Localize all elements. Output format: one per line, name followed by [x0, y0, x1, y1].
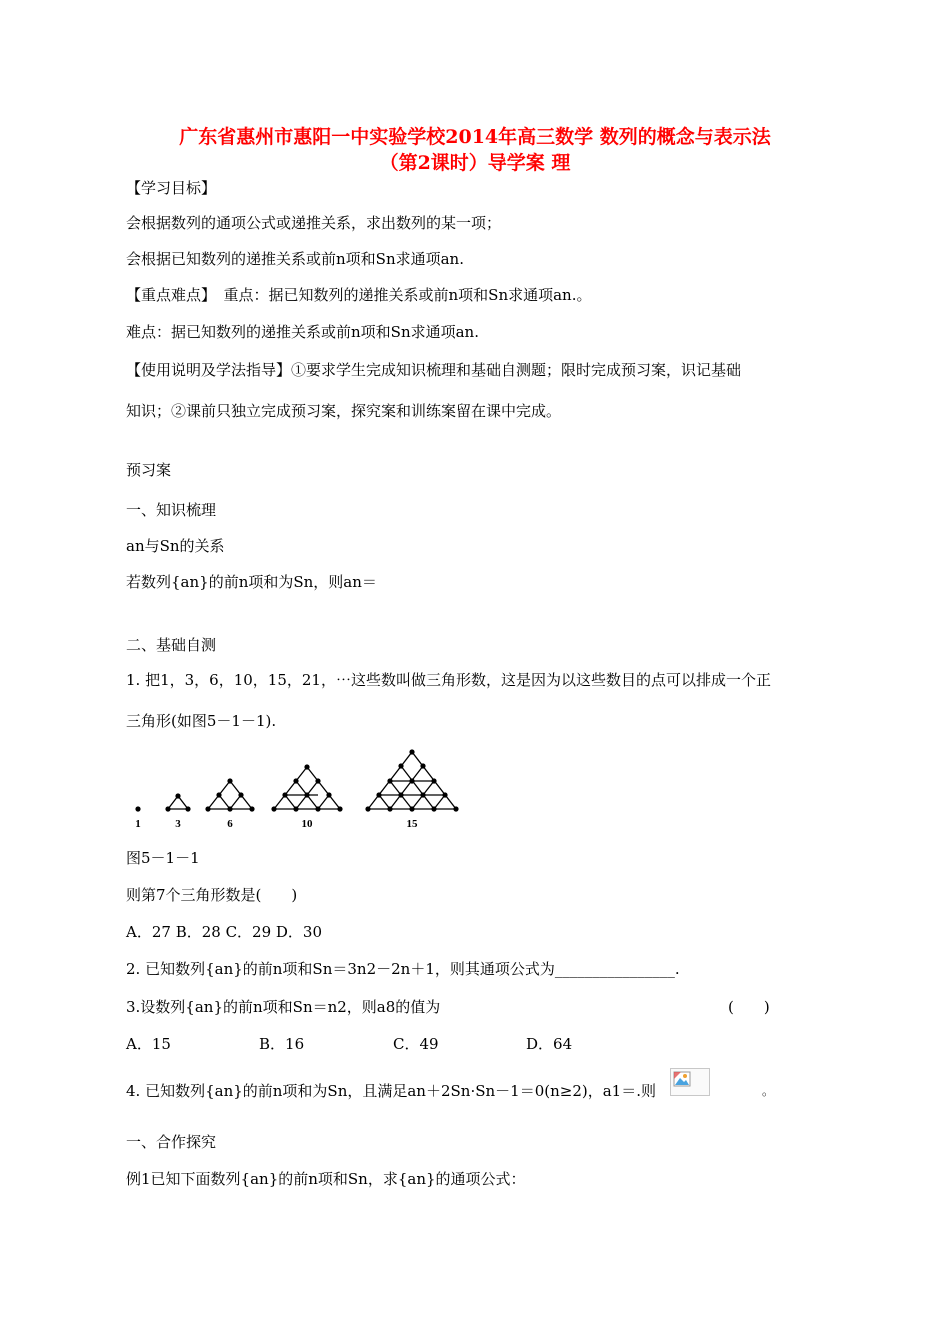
figure-label-15: 15	[406, 818, 418, 830]
objective-item-1: 会根据数列的通项公式或递推关系，求出数列的某一项；	[126, 214, 502, 232]
self-test-heading: 二、基础自测	[126, 636, 217, 654]
guidance-line-2: 知识；②课前只独立完成预习案，探究案和训练案留在课中完成。	[126, 402, 562, 420]
triangle-6	[208, 781, 252, 809]
broken-image-icon	[670, 1068, 710, 1096]
figure-caption: 图5－1－1	[126, 849, 200, 867]
triangle-10	[274, 767, 340, 809]
question-4-end-mark: 。	[762, 1084, 775, 1098]
question-3-option-d: D．64	[526, 1035, 573, 1053]
an-sn-relation: an与Sn的关系	[126, 537, 225, 555]
question-1-line-1: 1. 把1，3，6，10，15，21，⋯这些数叫做三角形数，这是因为以这些数目的点可以排成一个正	[126, 671, 771, 689]
key-points-line: 【重点难点】 重点：据已知数列的递推关系或前n项和Sn求通项an.。	[126, 286, 592, 304]
example-1: 例1已知下面数列{an}的前n项和Sn，求{an}的通项公式：	[126, 1170, 526, 1188]
explore-heading: 一、合作探究	[126, 1133, 217, 1151]
objective-item-2: 会根据已知数列的递推关系或前n项和Sn求通项an.	[126, 250, 464, 268]
preview-heading: 预习案	[126, 461, 172, 479]
question-3-answer-paren: ( )	[728, 998, 770, 1016]
question-1-options: A．27 B．28 C．29 D．30	[126, 923, 323, 941]
figure-label-6: 6	[227, 818, 233, 830]
objectives-heading: 【学习目标】	[126, 179, 217, 197]
difficulty-line: 难点：据已知数列的递推关系或前n项和Sn求通项an.	[126, 323, 479, 341]
question-1-line-2: 三角形(如图5－1－1).	[126, 712, 277, 730]
knowledge-section-heading: 一、知识梳理	[126, 501, 217, 519]
question-1-prompt: 则第7个三角形数是( )	[126, 886, 298, 904]
figure-label-3: 3	[175, 818, 181, 830]
question-3-option-b: B．16	[259, 1035, 305, 1053]
document-title-line-2: （第2课时）导学案 理	[379, 152, 571, 174]
figure-label-1: 1	[135, 818, 141, 830]
an-formula-line: 若数列{an}的前n项和为Sn，则an＝	[126, 573, 377, 591]
question-2: 2. 已知数列{an}的前n项和Sn＝3n2－2n＋1，则其通项公式为________________.	[126, 960, 680, 978]
triangular-numbers-figure	[126, 745, 466, 835]
question-3: 3.设数列{an}的前n项和Sn＝n2，则a8的值为	[126, 998, 441, 1016]
question-3-option-a: A．15	[126, 1035, 171, 1053]
question-3-option-c: C．49	[393, 1035, 439, 1053]
question-4: 4. 已知数列{an}的前n项和为Sn，且满足an＋2Sn·Sn－1＝0(n≥2)，a1＝.则	[126, 1082, 656, 1100]
document-title-line-1: 广东省惠州市惠阳一中实验学校2014年高三数学 数列的概念与表示法	[179, 126, 771, 148]
figure-label-10: 10	[301, 818, 313, 830]
guidance-line-1: 【使用说明及学法指导】①要求学生完成知识梳理和基础自测题；限时完成预习案，识记基础	[126, 361, 742, 379]
